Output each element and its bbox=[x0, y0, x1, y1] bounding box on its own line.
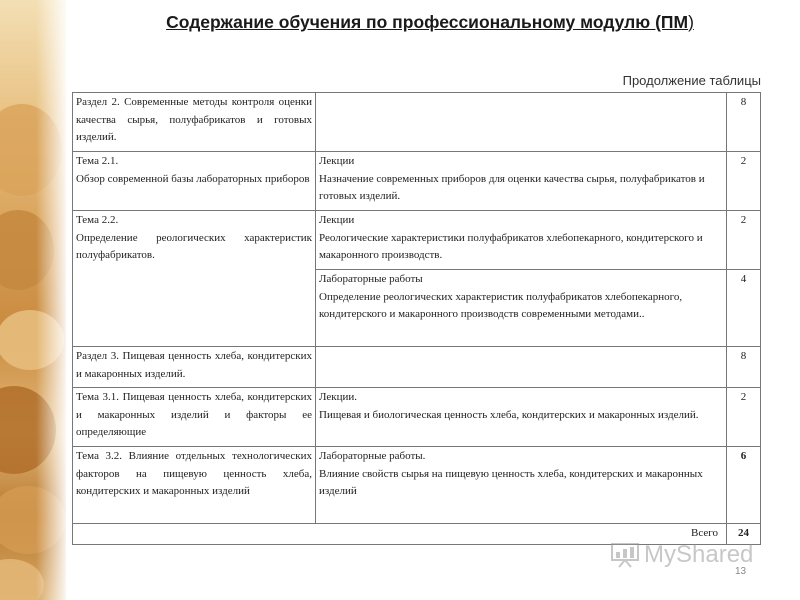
topic-line: Раздел 2. Современные методы контроля оценки качества сырья, полуфабрикатов и готовых изделий. bbox=[76, 96, 312, 144]
content-line: Лекции. bbox=[319, 391, 358, 403]
table-row bbox=[73, 347, 761, 388]
content-cell bbox=[316, 152, 727, 211]
hours-cell: 2 bbox=[727, 211, 761, 270]
topic-cell bbox=[73, 388, 316, 447]
content-line: Влияние свойств сырья на пищевую ценность хлеба, кондитерских и макаронных изделий bbox=[319, 467, 703, 498]
table-row bbox=[73, 211, 761, 270]
content-line: Лабораторные работы. bbox=[319, 450, 426, 462]
content-line: Лекции bbox=[319, 155, 355, 167]
topic-line: Тема 2.1. bbox=[76, 155, 119, 167]
hours-cell: 2 bbox=[727, 152, 761, 211]
content-cell bbox=[316, 93, 727, 152]
bread-fade bbox=[36, 0, 66, 600]
table-row bbox=[73, 152, 761, 211]
topic-line: Тема 3.2. Влияние отдельных технологических факторов на пищевую ценность хлеба, кондитерских и макаронных изделий bbox=[76, 450, 312, 498]
table-row bbox=[73, 93, 761, 152]
content-line: Реологические характеристики полуфабрикатов хлебопекарного, кондитерского и макаронного производств. bbox=[319, 231, 703, 262]
watermark bbox=[610, 540, 753, 570]
curriculum-table bbox=[72, 92, 761, 545]
content-line: Определение реологических характеристик полуфабрикатов хлебопекарного, кондитерского и макаронного производств современными методами.. bbox=[319, 290, 683, 321]
topic-line: Определение реологических характеристик полуфабрикатов. bbox=[76, 231, 312, 262]
hours-cell: 8 bbox=[727, 93, 761, 152]
topic-cell bbox=[73, 93, 316, 152]
title-closing-paren: ) bbox=[688, 12, 694, 32]
presentation-board-icon bbox=[610, 542, 640, 568]
topic-line: Тема 3.1. Пищевая ценность хлеба, кондитерских и макаронных изделий и факторы ее определяющие bbox=[76, 391, 312, 439]
bread-photo-strip bbox=[0, 0, 66, 600]
topic-line: Тема 2.2. bbox=[76, 214, 119, 226]
content-cell bbox=[316, 388, 727, 447]
content-cell bbox=[316, 347, 727, 388]
topic-line: Раздел 3. Пищевая ценность хлеба, кондитерских и макаронных изделий. bbox=[76, 350, 312, 380]
content-line: Пищевая и биологическая ценность хлеба, кондитерских и макаронных изделий. bbox=[319, 408, 699, 421]
title-text: Содержание обучения по профессиональному модулю (ПМ bbox=[166, 12, 689, 32]
table-row bbox=[73, 388, 761, 447]
content-cell bbox=[316, 211, 727, 270]
hours-cell: 4 bbox=[727, 270, 761, 347]
topic-line: Обзор современной базы лабораторных приборов bbox=[76, 172, 310, 185]
content-line: Назначение современных приборов для оценки качества сырья, полуфабрикатов и готовых изделий. bbox=[319, 172, 705, 203]
content-cell bbox=[316, 270, 727, 347]
topic-cell bbox=[73, 152, 316, 211]
table-continuation-note: Продолжение таблицы bbox=[622, 73, 761, 88]
topic-cell bbox=[73, 211, 316, 347]
hours-cell: 6 bbox=[727, 447, 761, 524]
topic-cell bbox=[73, 347, 316, 388]
content-line: Лекции bbox=[319, 214, 355, 226]
topic-cell bbox=[73, 447, 316, 524]
watermark-text: MyShared bbox=[644, 541, 754, 568]
content-cell bbox=[316, 447, 727, 524]
table-row bbox=[73, 447, 761, 524]
total-hours: 24 bbox=[727, 524, 761, 545]
hours-cell: 8 bbox=[727, 347, 761, 388]
content-line: Лабораторные работы bbox=[319, 273, 423, 285]
total-label: Всего bbox=[73, 524, 727, 545]
hours-cell: 2 bbox=[727, 388, 761, 447]
page-title bbox=[80, 12, 780, 33]
page-number: 13 bbox=[735, 566, 747, 577]
